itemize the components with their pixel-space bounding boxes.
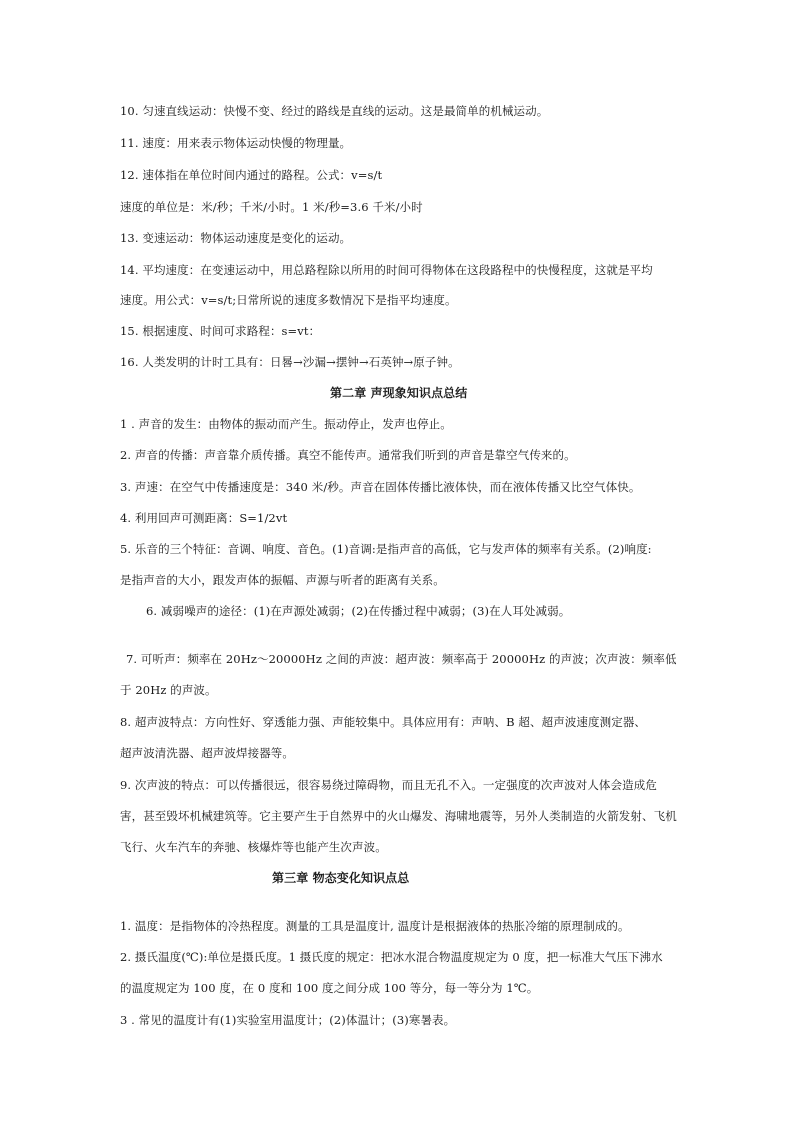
text-line-ultrasound-cont: 超声波清洗器、超声波焊接器等。 [120, 746, 294, 760]
text-line-audible-sound: 7. 可听声：频率在 20Hz～20000Hz 之间的声波：超声波：频率高于 20000Hz 的声波；次声波：频率低 [126, 652, 677, 666]
text-line-ultrasound: 8. 超声波特点：方向性好、穿透能力强、声能较集中。具体应用有：声呐、B 超、超声波速度测定器、 [120, 715, 647, 729]
text-line-speed-definition: 11. 速度：用来表示物体运动快慢的物理量。 [120, 136, 352, 150]
text-line-tone-features-cont: 是指声音的大小，跟发声体的振幅、声源与听者的距离有关系。 [120, 573, 445, 587]
text-line-infrasound-cont2: 飞行、火车汽车的奔驰、核爆炸等也能产生次声波。 [120, 840, 387, 854]
text-line-sound-origin: 1 . 声音的发生：由物体的振动而产生。振动停止，发声也停止。 [120, 417, 452, 431]
text-line-distance: 15. 根据速度、时间可求路程：s=vt： [120, 324, 321, 338]
text-line-sound-speed: 3. 声速：在空气中传播速度是：340 米/秒。声音在固体传播比液体快，而在液体传播又比空气体快。 [120, 480, 641, 494]
text-line-echo: 4. 利用回声可测距离：S=1/2vt [120, 511, 288, 525]
text-line-celsius: 2. 摄氏温度(℃):单位是摄氏度。1 摄氏度的规定：把冰水混合物温度规定为 0 度，把一标准大气压下沸水 [120, 950, 663, 964]
text-line-average-speed-cont: 速度。用公式：v=s/t;日常所说的速度多数情况下是指平均速度。 [120, 293, 457, 307]
text-line-celsius-cont: 的温度规定为 100 度，在 0 度和 100 度之间分成 100 等分，每一等分为 1℃。 [120, 981, 539, 995]
text-line-sound-propagation: 2. 声音的传播：声音靠介质传播。真空不能传声。通常我们听到的声音是靠空气传来的。 [120, 448, 576, 462]
text-line-infrasound: 9. 次声波的特点：可以传播很远，很容易绕过障碍物，而且无孔不入。一定强度的次声波对人体会造成危 [120, 778, 657, 792]
text-line-speed-formula: 12. 速体指在单位时间内通过的路程。公式：v=s/t [120, 168, 383, 182]
text-line-average-speed: 14. 平均速度：在变速运动中，用总路程除以所用的时间可得物体在这段路程中的快慢程度，这就是平均 [120, 263, 653, 277]
chapter-three-heading: 第三章 物态变化知识点总 [272, 871, 410, 885]
text-line-uniform-motion: 10. 匀速直线运动：快慢不变、经过的路线是直线的运动。这是最简单的机械运动。 [120, 104, 549, 118]
text-line-variable-motion: 13. 变速运动：物体运动速度是变化的运动。 [120, 231, 352, 245]
text-line-speed-units: 速度的单位是：米/秒；千米/小时。1 米/秒=3.6 千米/小时 [120, 200, 423, 214]
text-line-tone-features: 5. 乐音的三个特征：音调、响度、音色。(1)音调:是指声音的高低，它与发声体的频率有关系。(2)响度: [120, 542, 652, 556]
text-line-noise-reduction: 6. 减弱噪声的途径：(1)在声源处减弱；(2)在传播过程中减弱；(3)在人耳处减弱。 [146, 604, 571, 618]
text-line-audible-sound-cont: 于 20Hz 的声波。 [120, 683, 217, 697]
chapter-two-heading: 第二章 声现象知识点总结 [330, 386, 468, 400]
text-line-thermometers: 3 . 常见的温度计有(1)实验室用温度计；(2)体温计；(3)寒暑表。 [120, 1013, 456, 1027]
text-line-temperature: 1. 温度：是指物体的冷热程度。测量的工具是温度计, 温度计是根据液体的热胀冷缩的原理制成的。 [120, 919, 630, 933]
text-line-infrasound-cont: 害，甚至毁坏机械建筑等。它主要产生于自然界中的火山爆发、海啸地震等，另外人类制造的火箭发射、飞机 [120, 809, 677, 823]
text-line-timekeeping: 16. 人类发明的计时工具有：日晷→沙漏→摆钟→石英钟→原子钟。 [120, 355, 460, 369]
